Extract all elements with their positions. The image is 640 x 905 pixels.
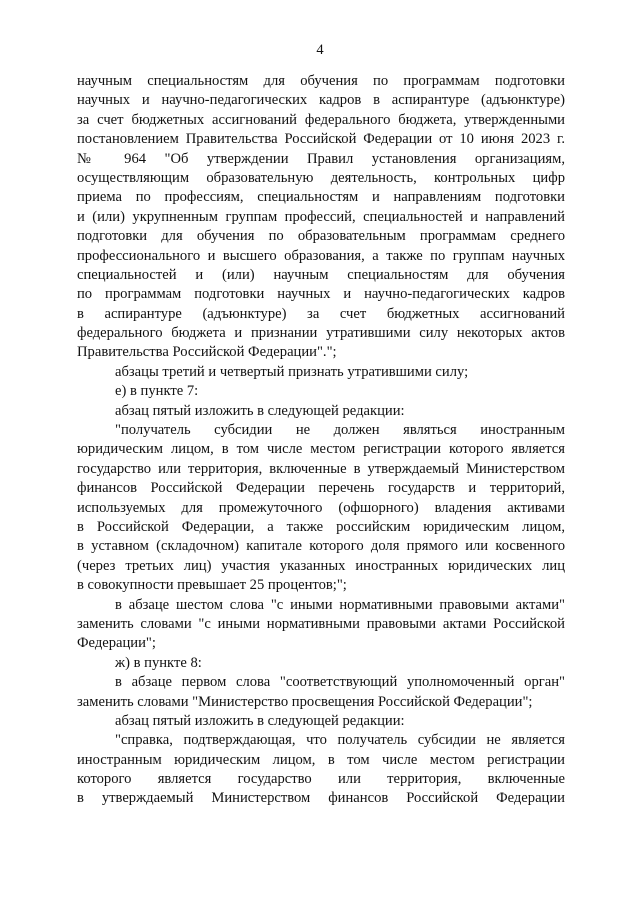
text-line: научным специальностям для обучения по программам подготовки xyxy=(77,73,565,89)
text-line: (через третьих лиц) участия указанных иностранных юридических лиц xyxy=(77,557,565,574)
text-line: в утверждаемый Министерством финансов Российской Федерации xyxy=(77,790,565,807)
text-line: научных и научно-педагогических кадров в аспирантуре (адъюнктуре) xyxy=(77,92,565,109)
text-line: ж) в пункте 8: xyxy=(115,654,202,671)
text-line: в абзаце первом слова "соответствующий уполномоченный орган" xyxy=(115,674,565,691)
text-line: абзац пятый изложить в следующей редакции: xyxy=(115,712,405,729)
text-line: специальностей и (или) научным специальностям для обучения xyxy=(77,266,565,283)
text-line: по программам подготовки научных и научно-педагогических кадров xyxy=(77,286,565,303)
text-line: приема по профессиям, специальностям и направлениям подготовки xyxy=(77,189,565,206)
document-body xyxy=(77,72,565,809)
page-number: 4 xyxy=(316,42,324,58)
text-line: государство или территория, включенные в утверждаемый Министерством xyxy=(77,460,565,477)
text-line: заменить словами "Министерство просвещения Российской Федерации"; xyxy=(77,693,533,710)
text-line: постановлением Правительства Российской Федерации от 10 июня 2023 г. xyxy=(77,131,565,148)
text-line: иностранным юридическим лицом, в том числе местом регистрации xyxy=(77,751,565,768)
text-line: "получатель субсидии не должен являться иностранным xyxy=(115,422,565,439)
text-line: осуществляющим образовательную деятельность, контрольных цифр xyxy=(77,169,565,186)
text-line: федерального бюджета и признании утратившими силу некоторых актов xyxy=(77,325,565,342)
text-line: Правительства Российской Федерации"."; xyxy=(77,344,337,361)
text-line: в уставном (складочном) капитале которого доля прямого или косвенного xyxy=(77,538,565,555)
text-line: Федерации"; xyxy=(77,635,156,652)
text-line: е) в пункте 7: xyxy=(115,383,199,400)
text-line: финансов Российской Федерации перечень государств и территорий, xyxy=(77,480,565,497)
text-line: юридическим лицом, в том числе местом регистрации которого является xyxy=(77,441,565,458)
text-line: в совокупности превышает 25 процентов;"; xyxy=(77,577,347,594)
text-line: "справка, подтверждающая, что получатель субсидии не является xyxy=(115,732,565,749)
text-line: профессионального и высшего образования, а также по группам научных xyxy=(77,247,565,264)
text-line: абзацы третий и четвертый признать утратившими силу; xyxy=(115,363,469,380)
text-line: которого является государство или территория, включенные xyxy=(77,771,565,788)
text-line: подготовки для обучения по образовательным программам среднего xyxy=(77,228,565,245)
text-line: заменить словами "с иными нормативными правовыми актами Российской xyxy=(77,615,565,632)
text-line: за счет бюджетных ассигнований федерального бюджета, утвержденными xyxy=(77,111,565,128)
text-line: в абзаце шестом слова "с иными нормативными правовыми актами" xyxy=(115,596,565,613)
text-line: абзац пятый изложить в следующей редакции: xyxy=(115,402,405,419)
text-line: используемых для промежуточного (офшорного) владения активами xyxy=(77,499,565,516)
text-line: в Российской Федерации, а также российским юридическим лицом, xyxy=(77,518,565,535)
text-line: в аспирантуре (адъюнктуре) за счет бюджетных ассигнований xyxy=(77,305,565,322)
text-line: № 964 "Об утверждении Правил установления организациям, xyxy=(77,150,565,167)
text-line: и (или) укрупненным группам профессий, специальностей и направлений xyxy=(77,208,565,225)
